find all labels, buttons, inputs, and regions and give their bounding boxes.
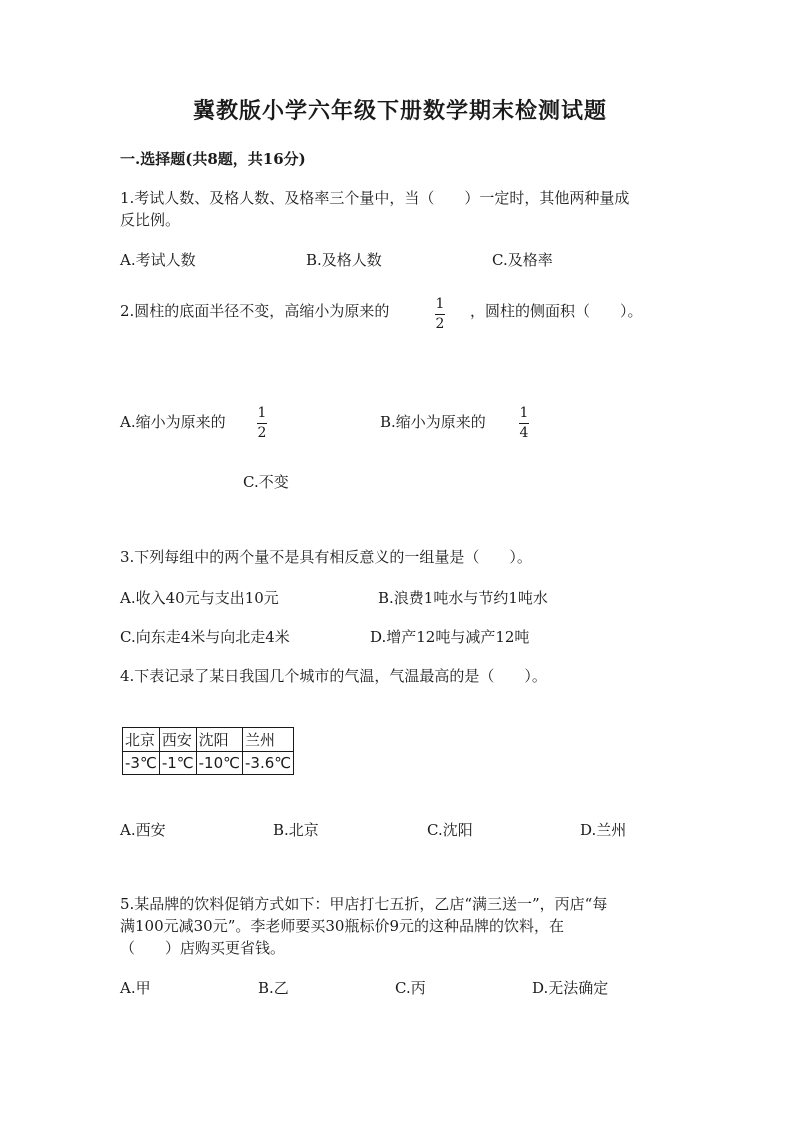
fraction-bar [519,423,529,424]
question-5-option-b: B.乙 [258,979,289,997]
question-2-text-after: ，圆柱的侧面积（ ）。 [470,302,643,320]
page-title: 冀教版小学六年级下册数学期末检测试题 [192,98,607,124]
question-3-text: 3.下列每组中的两个量不是具有相反意义的一组量是（ ）。 [120,548,532,566]
question-2-option-b-fraction [519,406,529,440]
question-4-option-c: C.沈阳 [427,821,473,839]
question-5-option-d: D.无法确定 [532,979,609,997]
question-4-option-b: B.北京 [273,821,319,839]
fraction-denominator: 4 [519,425,529,441]
section-heading: 一.选择题(共8题，共16分) [120,150,306,168]
question-2-option-a: A.缩小为原来的 [120,413,226,431]
fraction-denominator: 2 [257,425,267,441]
question-3-option-c: C.向东走4米与向北走4米 [120,628,290,646]
question-4-text: 4.下表记录了某日我国几个城市的气温，气温最高的是（ ）。 [120,667,547,685]
table-cell-temp: -1℃ [159,752,196,775]
question-2-option-a-fraction [257,406,267,440]
table-cell-temp: -10℃ [196,752,242,775]
question-5-option-c: C.丙 [395,979,426,997]
question-2-option-b: B.缩小为原来的 [380,413,486,431]
table-row [123,728,294,752]
fraction-denominator: 2 [435,316,445,332]
table-cell-temp: -3.6℃ [242,752,293,775]
table-row [123,752,294,775]
table-cell-city: 北京 [123,728,160,752]
question-5-line-3: （ ）店购买更省钱。 [120,939,286,957]
question-5-option-a: A.甲 [120,979,151,997]
question-1-line-1: 1.考试人数、及格人数、及格率三个量中，当（ ）一定时，其他两种量成 [120,189,630,207]
table-cell-city: 西安 [159,728,196,752]
question-1-option-b: B.及格人数 [306,251,382,269]
question-3-option-a: A.收入40元与支出10元 [120,589,279,607]
question-5-line-1: 5.某品牌的饮料促销方式如下：甲店打七五折，乙店“满三送一”，丙店“每 [120,895,608,913]
temperature-table [122,727,294,775]
question-1-option-a: A.考试人数 [120,251,196,269]
fraction-numerator: 1 [257,405,267,421]
question-2-fraction [435,297,445,331]
table-cell-temp: -3℃ [123,752,160,775]
question-3-option-d: D.增产12吨与减产12吨 [370,628,530,646]
fraction-bar [435,314,445,315]
fraction-bar [257,423,267,424]
question-3-option-b: B.浪费1吨水与节约1吨水 [378,589,548,607]
table-cell-city: 兰州 [242,728,293,752]
question-5-line-2: 满100元减30元”。李老师要买30瓶标价9元的这种品牌的饮料，在 [120,917,565,935]
table-cell-city: 沈阳 [196,728,242,752]
fraction-numerator: 1 [435,296,445,312]
fraction-numerator: 1 [519,405,529,421]
question-1-line-2: 反比例。 [120,211,181,229]
question-4-option-d: D.兰州 [580,821,627,839]
question-2-text-before: 2.圆柱的底面半径不变，高缩小为原来的 [120,302,390,320]
question-1-option-c: C.及格率 [492,251,553,269]
question-2-option-c: C.不变 [243,473,289,491]
question-4-option-a: A.西安 [120,821,166,839]
